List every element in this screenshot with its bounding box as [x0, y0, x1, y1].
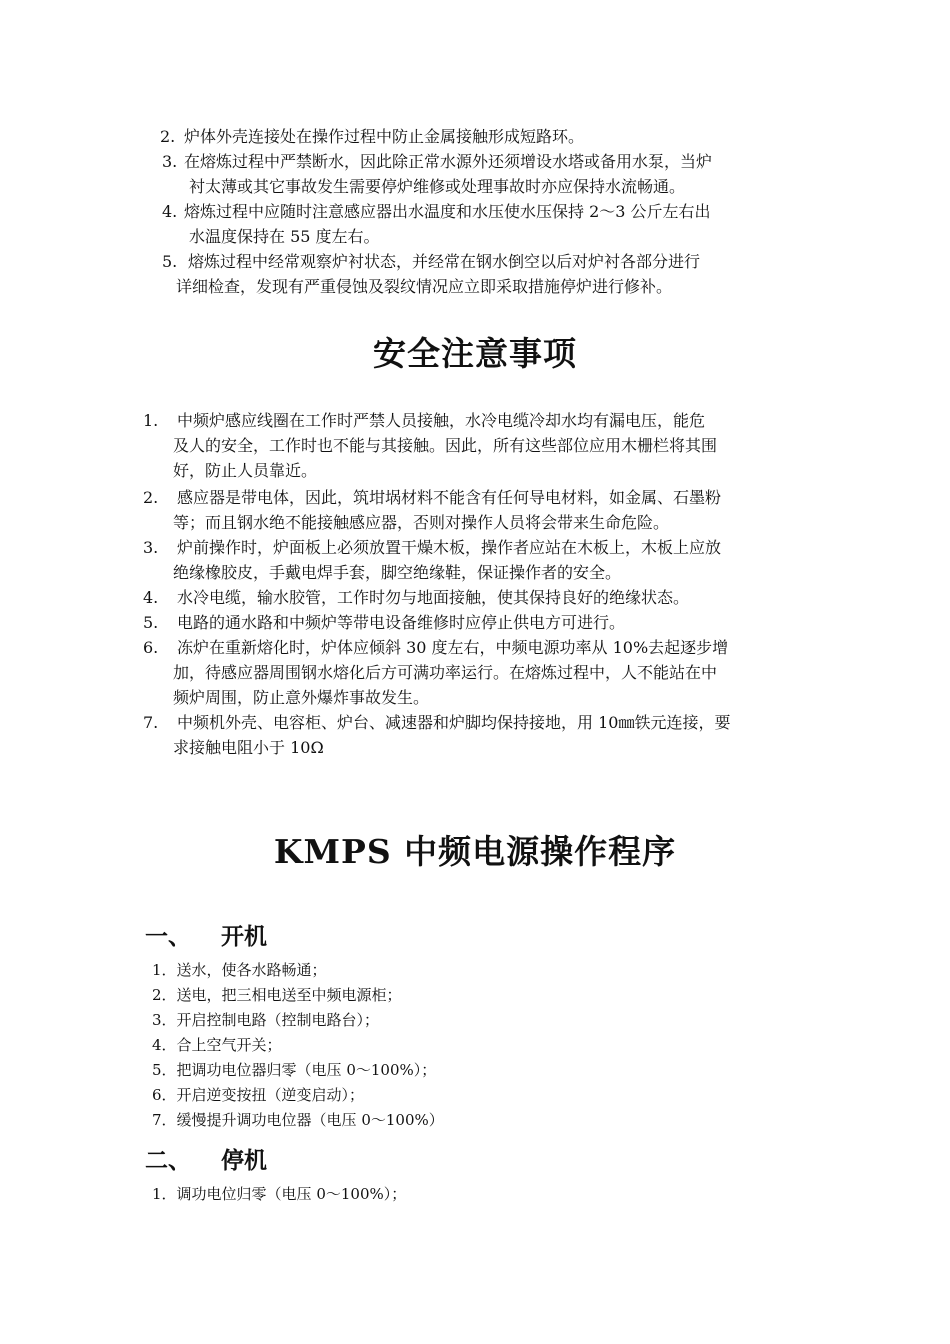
top-item-3 — [162, 149, 822, 199]
list-number: 3. — [162, 152, 178, 171]
list-text: 水冷电缆，输水胶管，工作时勿与地面接触，使其保持良好的绝缘状态。 — [177, 588, 690, 607]
list-number: 6. — [143, 638, 159, 657]
startup-step-5: 5．把调功电位器归零（电压 0～100%）； — [152, 1061, 437, 1079]
list-text: 熔炼过程中经常观察炉衬状态，并经常在钢水倒空以后对炉衬各部分进行 — [188, 252, 701, 271]
kmps-title: KMPS 中频电源操作程序 — [273, 832, 677, 871]
startup-step-6: 6．开启逆变按扭（逆变启动）； — [152, 1086, 365, 1104]
list-number: 4. — [162, 202, 178, 221]
shutdown-step-1: 1．调功电位归零（电压 0～100%）； — [152, 1185, 407, 1203]
list-text-cont: 水温度保持在 55 度左右。 — [189, 227, 380, 246]
list-text-cont: 好，防止人员靠近。 — [173, 461, 318, 480]
list-number: 5. — [143, 613, 159, 632]
startup-step-2: 2．送电，把三相电送至中频电源柜； — [152, 986, 402, 1004]
shutdown-title: 停机 — [221, 1147, 267, 1174]
list-number: 5. — [162, 252, 178, 271]
list-text: 熔炼过程中应随时注意感应器出水温度和水压使水压保持 2～3 公斤左右出 — [184, 202, 711, 221]
startup-title: 开机 — [221, 923, 267, 950]
startup-step-4: 4．合上空气开关； — [152, 1036, 282, 1054]
list-text: 电路的通水路和中频炉等带电设备维修时应停止供电方可进行。 — [177, 613, 626, 632]
startup-step-3: 3．开启控制电路（控制电路台）； — [152, 1011, 380, 1029]
list-text-cont: 衬太薄或其它事故发生需要停炉维修或处理事故时亦应保持水流畅通。 — [189, 177, 686, 196]
safety-item-5 — [143, 610, 823, 635]
safety-item-6 — [143, 635, 823, 710]
shutdown-number: 二、 — [145, 1147, 191, 1174]
startup-heading — [145, 918, 267, 951]
list-text: 冻炉在重新熔化时，炉体应倾斜 30 度左右，中频电源功率从 10%去起逐步增 — [177, 638, 729, 657]
list-text-cont: 频炉周围，防止意外爆炸事故发生。 — [173, 688, 430, 707]
list-text: 中频机外壳、电容柜、炉台、减速器和炉脚均保持接地，用 10㎜铁元连接，要 — [177, 713, 731, 732]
safety-item-2 — [143, 485, 823, 535]
safety-title: 安全注意事项 — [373, 334, 577, 373]
list-text-cont: 加，待感应器周围钢水熔化后方可满功率运行。在熔炼过程中，人不能站在中 — [173, 663, 718, 682]
shutdown-heading — [145, 1142, 267, 1175]
startup-step-7: 7．缓慢提升调功电位器（电压 0～100%） — [152, 1111, 444, 1129]
top-item-2 — [160, 124, 810, 149]
safety-item-7 — [143, 710, 823, 760]
list-text-cont: 等；而且钢水绝不能接触感应器，否则对操作人员将会带来生命危险。 — [173, 513, 670, 532]
startup-step-1: 1．送水，使各水路畅通； — [152, 961, 327, 979]
list-number: 4. — [143, 588, 159, 607]
safety-item-3 — [143, 535, 823, 585]
list-text: 在熔炼过程中严禁断水，因此除正常水源外还须增设水塔或备用水泵，当炉 — [184, 152, 713, 171]
list-number: 2. — [160, 127, 176, 146]
list-text-cont: 绝缘橡胶皮，手戴电焊手套，脚空绝缘鞋，保证操作者的安全。 — [173, 563, 622, 582]
list-text: 中频炉感应线圈在工作时严禁人员接触，水冷电缆冷却水均有漏电压，能危 — [177, 411, 706, 430]
list-text: 炉体外壳连接处在操作过程中防止金属接触形成短路环。 — [184, 127, 585, 146]
list-text-cont: 详细检查，发现有严重侵蚀及裂纹情况应立即采取措施停炉进行修补。 — [176, 277, 673, 296]
list-number: 2. — [143, 488, 159, 507]
list-number: 7. — [143, 713, 159, 732]
list-number: 3. — [143, 538, 159, 557]
list-text: 感应器是带电体，因此，筑坩埚材料不能含有任何导电材料，如金属、石墨粉 — [177, 488, 722, 507]
top-item-4 — [162, 199, 822, 249]
startup-number: 一、 — [145, 923, 191, 950]
list-text-cont: 及人的安全，工作时也不能与其接触。因此，所有这些部位应用木栅栏将其围 — [173, 436, 718, 455]
safety-item-1 — [143, 408, 823, 483]
safety-item-4 — [143, 585, 823, 610]
top-item-5 — [162, 249, 822, 299]
list-text-cont: 求接触电阻小于 10Ω — [173, 738, 324, 757]
list-text: 炉前操作时，炉面板上必须放置干燥木板，操作者应站在木板上，木板上应放 — [177, 538, 722, 557]
list-number: 1. — [143, 411, 159, 430]
